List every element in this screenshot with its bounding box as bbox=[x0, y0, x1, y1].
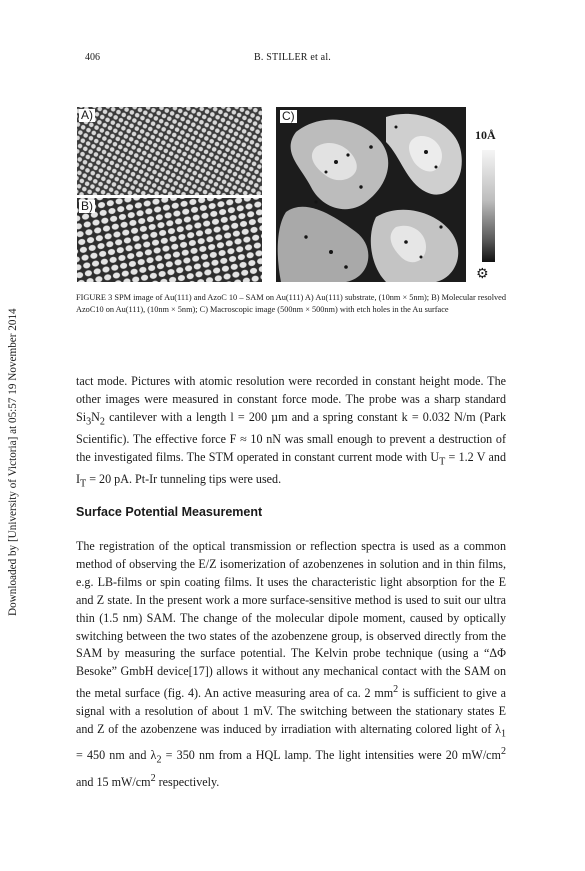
p1-text-2: cantilever with a length l = 200 µm and a spring constant k = 0.032 N/m (Park Scientific). The effective force F ≈ 10 nN was small enough to prevent a destruction of the investigated films. The STM operated in constant current mode with U bbox=[76, 409, 506, 465]
p2-sup-area: 2 bbox=[393, 684, 399, 696]
macroscopic-etch-hole-image bbox=[276, 107, 466, 282]
height-scale-bar bbox=[482, 150, 495, 262]
scale-symbol-icon: ⚙ bbox=[476, 266, 489, 282]
figure-caption: FIGURE 3 SPM image of Au(111) and AzoC 10 – SAM on Au(111) A) Au(111) substrate, (10nm × 5nm); B) Molecular resolved AzoC10 on Au(111), (10nm × 5nm); C) Macroscopic image (500nm × 500nm) with etch holes in the Au surface bbox=[76, 293, 506, 314]
p2-sup-intensity2: 2 bbox=[150, 772, 156, 784]
p1-text-1: tact mode. Pictures with atomic resolution were recorded in constant height mode. The other images were measured in constant force mode. The probe was a sharp standard Si bbox=[76, 374, 506, 424]
p2-text-6: respectively. bbox=[155, 774, 220, 789]
p2-text-3: = 450 nm and λ bbox=[76, 748, 157, 763]
download-stamp bbox=[3, 236, 21, 616]
download-stamp-text: Downloaded by [University of Victoria] at 05:57 19 November 2014 bbox=[7, 308, 19, 616]
p2-sub-lambda1: 1 bbox=[500, 728, 506, 740]
p2-sub-lambda2: 2 bbox=[156, 754, 162, 766]
height-scale-label: 10Å bbox=[475, 128, 496, 142]
figure-panel-a bbox=[77, 107, 262, 195]
p1-sub-i: T bbox=[80, 478, 87, 490]
p1-sub-n: 2 bbox=[99, 416, 105, 428]
figure-panel-b bbox=[77, 198, 262, 282]
paragraph-surface-potential bbox=[76, 538, 506, 792]
p1-text-n: N bbox=[91, 409, 100, 424]
page-number: 406 bbox=[85, 52, 100, 63]
panel-a-label: A) bbox=[81, 108, 93, 122]
au111-substrate-image bbox=[77, 107, 262, 195]
p1-sub-u: T bbox=[439, 456, 446, 468]
p1-text-4: = 20 pA. Pt-Ir tunneling tips were used. bbox=[86, 472, 282, 487]
p2-text-5: and 15 mW/cm bbox=[76, 774, 151, 789]
p2-text-1: The registration of the optical transmission or reflection spectra is used as a common method of observing the E/Z isomerization of azobenzenes in solution and in thin films, e.g. LB-films or spin coating films. It uses the characteristic light absorption for the E and Z state. In the present work a more surface-sensitive method is used to suit our ultra thin (1.5 nm) SAM. The change of the molecular dipole moment, caused by optically switching between the two states of the azobenzene group, is observed directly from the SAM by measuring the surface potential. The Kelvin probe technique (using a “ΔΦ Besoke” GmbH device[17]) allows it without any mechanical contact with the SAM on the metal surface (fig. 4). An active measuring area of ca. 2 mm bbox=[76, 539, 506, 701]
running-head: B. STILLER et al. bbox=[254, 52, 331, 63]
p2-sup-intensity1: 2 bbox=[500, 746, 506, 758]
figure-panel-c bbox=[276, 107, 466, 282]
p1-sub-si: 3 bbox=[86, 416, 92, 428]
azoc10-molecular-image bbox=[77, 198, 262, 282]
panel-b-label: B) bbox=[81, 199, 93, 213]
panel-c-label: C) bbox=[282, 109, 295, 123]
p2-text-2: is sufficient to give a signal with a resolution of about 1 mV. The switching between the stationary states E and Z of the azobenzene was induced by irradiation with alternating colored light of λ bbox=[76, 686, 506, 737]
p1-text-3: = 1.2 V and I bbox=[76, 450, 506, 487]
p2-text-4: = 350 nm from a HQL lamp. The light intensities were 20 mW/cm bbox=[161, 748, 501, 763]
paragraph-probe-description bbox=[76, 373, 506, 494]
section-heading: Surface Potential Measurement bbox=[76, 505, 263, 519]
